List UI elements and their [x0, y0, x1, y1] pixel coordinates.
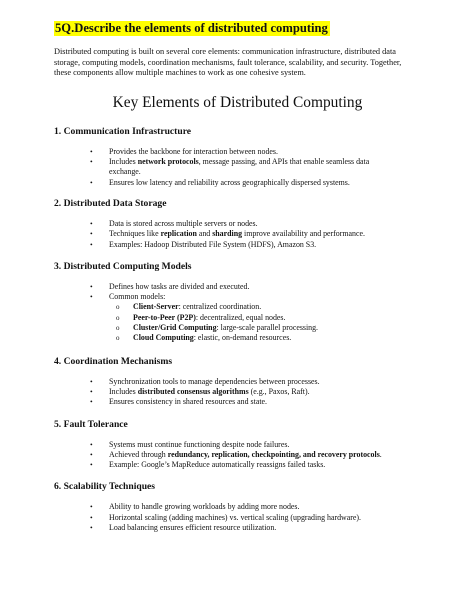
text-run: (e.g., Paxos, Raft). — [248, 386, 310, 396]
question-title: 5Q.Describe the elements of distributed computing — [55, 21, 328, 35]
bullet-list — [49, 502, 426, 533]
text-run: improve availability and performance. — [242, 229, 365, 239]
text-run: . — [379, 449, 382, 459]
text-run: : large-scale parallel processing. — [216, 323, 319, 333]
bullet-item — [49, 147, 394, 157]
text-run: Examples: Hadoop Distributed File System (HDFS), Amazon S3. — [109, 239, 317, 249]
section — [49, 261, 426, 344]
question-title-row — [49, 0, 426, 37]
text-run: and — [196, 229, 213, 239]
bullet-item — [49, 157, 394, 178]
text-run: : centralized coordination. — [178, 302, 262, 312]
text-run: Ability to handle growing workloads by adding more nodes. — [109, 502, 300, 512]
section-heading: 3. Distributed Computing Models — [54, 260, 192, 272]
section — [49, 419, 426, 471]
bold-term: redundancy, replication, checkpointing, and recovery protocols — [167, 449, 380, 459]
bullet-list — [49, 147, 426, 188]
sub-bullet-item — [49, 323, 394, 333]
bullet-list — [49, 282, 426, 344]
bullet-item — [49, 440, 394, 450]
section — [49, 126, 426, 188]
section — [49, 356, 426, 408]
bullet-list — [49, 219, 426, 250]
bullet-item — [49, 460, 394, 470]
sections-container — [49, 126, 426, 534]
sub-bullet-list — [49, 302, 394, 343]
bullet-item — [49, 387, 394, 397]
text-run: Data is stored across multiple servers or nodes. — [109, 218, 258, 228]
bullet-item — [49, 377, 394, 387]
sub-bullet-item — [49, 333, 394, 343]
text-run: Ensures consistency in shared resources and state. — [109, 397, 267, 407]
bold-term: Client-Server — [133, 302, 179, 312]
bullet-item — [49, 397, 394, 407]
text-run: Horizontal scaling (adding machines) vs. vertical scaling (upgrading hardware). — [109, 512, 361, 522]
bullet-list — [49, 440, 426, 471]
text-run: , message passing, and APIs that enable seamless data exchange. — [109, 157, 370, 177]
bullet-item — [49, 523, 394, 533]
text-run: Load balancing ensures efficient resource utilization. — [109, 523, 277, 533]
bullet-item — [49, 282, 394, 292]
section-heading: 5. Fault Tolerance — [54, 418, 128, 430]
bold-term: Cluster/Grid Computing — [133, 323, 217, 333]
bullet-item — [49, 450, 394, 460]
bullet-item — [49, 292, 394, 343]
text-run: Synchronization tools to manage dependencies between processes. — [109, 376, 320, 386]
bullet-item — [49, 513, 394, 523]
section — [49, 198, 426, 250]
text-run: Ensures low latency and reliability across geographically dispersed systems. — [109, 177, 350, 187]
text-run: : decentralized, equal nodes. — [195, 312, 286, 322]
bold-term: distributed consensus algorithms — [137, 386, 249, 396]
sub-bullet-item — [49, 302, 394, 312]
bold-term: replication — [160, 229, 197, 239]
text-run: : elastic, on-demand resources. — [193, 333, 292, 343]
text-run: Systems must continue functioning despite node failures. — [109, 439, 290, 449]
bullet-item — [49, 502, 394, 512]
section-heading: 2. Distributed Data Storage — [54, 197, 167, 209]
bold-term: network protocols — [137, 157, 199, 167]
section-heading: 4. Coordination Mechanisms — [54, 355, 173, 367]
text-run: Techniques like — [109, 229, 161, 239]
text-run: Includes — [109, 386, 138, 396]
bullet-item — [49, 219, 394, 229]
text-run: Includes — [109, 157, 138, 167]
bullet-item — [49, 240, 394, 250]
section-heading: 1. Communication Infrastructure — [54, 125, 192, 137]
text-run: Provides the backbone for interaction between nodes. — [109, 146, 278, 156]
document-heading: Key Elements of Distributed Computing — [112, 93, 363, 111]
text-run: Example: Google’s MapReduce automatically reassigns failed tasks. — [109, 460, 326, 470]
text-run: Common models: — [109, 292, 166, 302]
text-run: Defines how tasks are divided and executed. — [109, 281, 250, 291]
section — [49, 481, 426, 533]
sub-bullet-item — [49, 313, 394, 323]
bullet-list — [49, 377, 426, 408]
bold-term: Cloud Computing — [133, 333, 194, 343]
bold-term: Peer-to-Peer (P2P) — [133, 312, 196, 322]
bullet-item — [49, 178, 394, 188]
bullet-item — [49, 229, 394, 239]
bold-term: sharding — [212, 229, 243, 239]
text-run: Achieved through — [109, 449, 168, 459]
section-heading: 6. Scalability Techniques — [54, 481, 156, 493]
intro-paragraph: Distributed computing is built on several core elements: communication infrastructure, distributed data storage, computing models, coordination mechanisms, fault tolerance, scalability, and security. Together, these components allow multiple machines to work as one cohesive system. — [54, 47, 402, 78]
